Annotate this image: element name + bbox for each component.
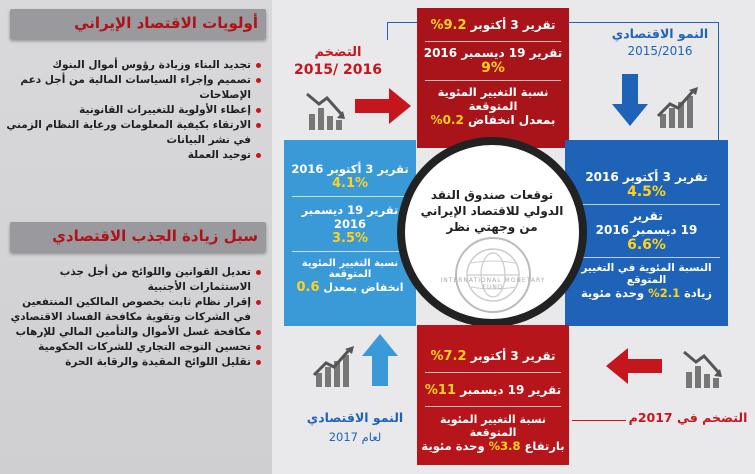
up-trend-chart-icon xyxy=(656,86,702,130)
priorities-list xyxy=(1,58,263,163)
divider xyxy=(425,80,561,81)
inflation-2017-label: التضخم في 2017م xyxy=(628,410,748,425)
divider xyxy=(573,257,720,258)
inflation-label: التضخم xyxy=(314,45,362,60)
connector-line xyxy=(387,22,388,40)
imf-seal-text: INTERNATIONAL MONETARY FUND xyxy=(440,277,546,291)
connector-line xyxy=(718,22,719,147)
report-row: تقرير 3 أكتوبر 9.2% xyxy=(430,18,556,33)
center-circle xyxy=(397,137,587,327)
connector-line xyxy=(568,22,718,23)
imf-seal-icon xyxy=(453,235,533,315)
down-trend-chart-icon xyxy=(305,88,349,132)
list-item: توحيد العملة xyxy=(1,148,263,163)
attraction-list xyxy=(1,265,263,370)
list-item: الارتقاء بكيفية المعلومات ورعاية النظام الزمني في نشر البيانات xyxy=(1,118,263,148)
growth-2017-forecast-box: تقرير 3 أكتوبر 2016 4.1% تقرير 19 ديسمبر 2016 3.5% نسبة التغيير المئوية المتوقعة انخفاض بمعدل 0.6 xyxy=(284,140,416,326)
growth-2017-period: لعام 2017 xyxy=(328,430,382,444)
list-item: مكافحة غسل الأموال والتأمين المالي للإرهاب xyxy=(1,325,263,340)
growth-label: النمو الاقتصادي xyxy=(611,26,709,41)
inflation-2017-forecast-box: تقرير 3 أكتوبر 7.2% تقرير 19 ديسمبر 11% نسبة التغيير المئوية المتوقعة بارتفاع 3.8% وحدة مئوية xyxy=(417,325,569,465)
divider xyxy=(292,251,408,252)
priorities-header xyxy=(10,9,266,39)
attraction-title: سبل زيادة الجذب الاقتصادي xyxy=(52,227,258,245)
right-arrow-icon xyxy=(355,86,411,126)
growth-2017-label: النمو الاقتصادي xyxy=(306,410,404,425)
divider xyxy=(573,204,720,205)
growth-period: 2015/2016 xyxy=(627,44,693,58)
divider xyxy=(292,196,408,197)
down-arrow-icon xyxy=(612,74,648,126)
inflation-period: 2016 /2015 xyxy=(294,62,382,78)
list-item: تقليل اللوائح المقيدة والرقابة الحرة xyxy=(1,355,263,370)
divider xyxy=(425,372,561,373)
down-trend-chart-icon xyxy=(682,346,726,390)
list-item: إقرار نظام ثابت بخصوص المالكين المنتفعين في الشركات وتقوية مكافحة الفساد الاقتصادي xyxy=(1,295,263,325)
connector-line xyxy=(387,22,417,23)
list-item: تصميم وإجراء السياسات المالية من أجل دعم الإصلاحات xyxy=(1,73,263,103)
left-arrow-icon xyxy=(606,346,662,386)
list-item: تحسين التوجه التجاري للشركات الحكومية xyxy=(1,340,263,355)
up-arrow-icon xyxy=(362,334,398,386)
up-trend-chart-icon xyxy=(312,345,358,389)
list-item: تعديل القوانين واللوائح من أجل جذب الاستثمارات الأجنبية xyxy=(1,265,263,295)
inflation-forecast-box: تقرير 3 أكتوبر 9.2% تقرير 19 ديسمبر 2016 9% نسبة التغيير المئوية المتوقعة بمعدل انخفاض 0.2% xyxy=(417,8,569,148)
connector-line xyxy=(572,420,626,421)
list-item: إعطاء الأولوية للتغييرات القانونية xyxy=(1,103,263,118)
center-title: توقعات صندوق النقد الدولي للاقتصاد الإيراني من وجهتي نظر xyxy=(420,188,564,234)
growth-forecast-box: تقرير 3 أكتوبر 2016 4.5% تقرير 19 ديسمبر 2016 6.6% النسبة المئوية في التغيير المتوقع زيادة 2.1% وحدة مئوية xyxy=(565,140,728,326)
divider xyxy=(425,41,561,42)
priorities-title: أولويات الاقتصاد الإيراني xyxy=(74,14,258,32)
list-item: تجديد البناء وزيادة رؤوس أموال البنوك xyxy=(1,58,263,73)
divider xyxy=(425,406,561,407)
attraction-header xyxy=(10,222,266,252)
